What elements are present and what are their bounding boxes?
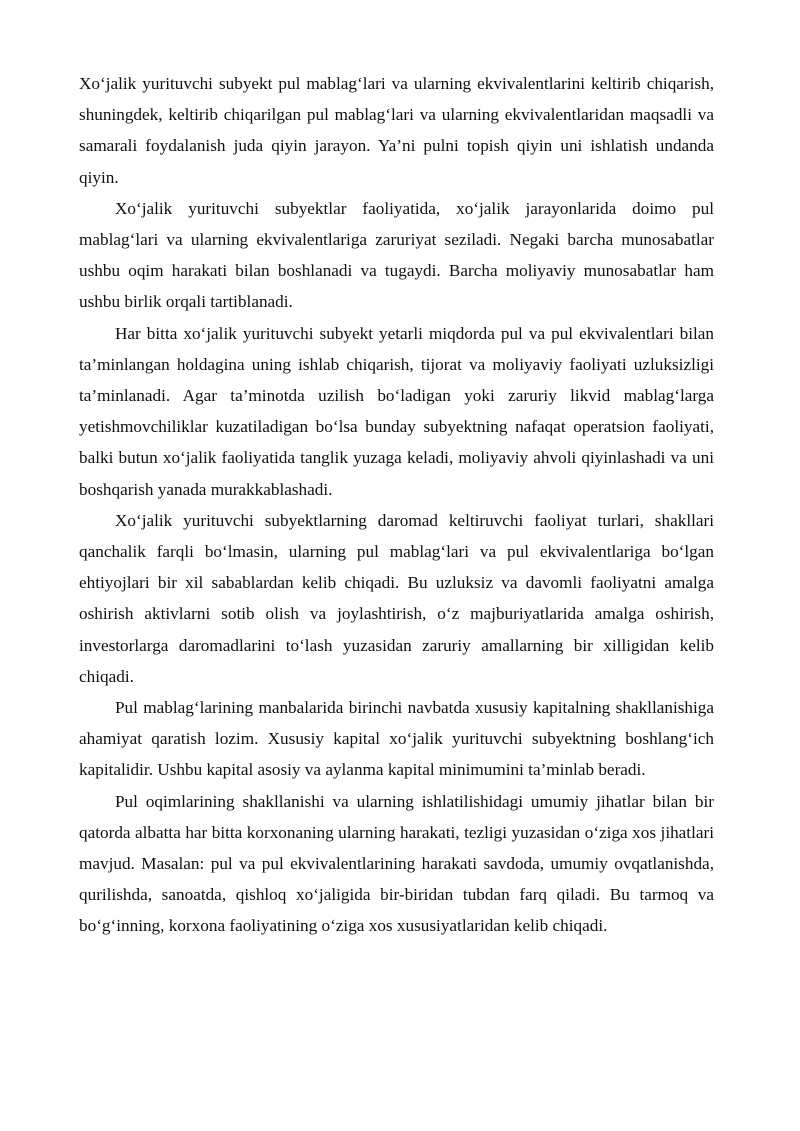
paragraph-1: Xo‘jalik yurituvchi subyekt pul mablag‘lari va ularning ekvivalentlarini keltirib chiqarish, shuningdek, keltirib chiqarilgan pul mablag‘lari va ularning ekvivalentlaridan maqsadli va samarali foydalanish juda qiyin jarayon. Ya’ni pulni topish qiyin uni ishlatish undanda qiyin. — [79, 74, 714, 187]
paragraph-3: Har bitta xo‘jalik yurituvchi subyekt yetarli miqdorda pul va pul ekvivalentlari bilan ta’minlangan holdagina uning ishlab chiqarish, tijorat va moliyaviy faoliyati uzluksizligi ta’minlanadi. Agar ta’minotda uzilish bo‘ladigan yoki zaruriy likvid mablag‘larga yetishmovchiliklar kuzatiladigan bo‘lsa bunday subyektning nafaqat operatsion faoliyati, balki butun xo‘jalik faoliyatida tanglik yuzaga keladi, moliyaviy ahvoli qiyinlashadi va uni boshqarish yanada murakkablashadi. — [79, 323, 714, 499]
document-page — [79, 68, 714, 942]
paragraph-4: Xo‘jalik yurituvchi subyektlarning daromad keltiruvchi faoliyat turlari, shakllari qanchalik farqli bo‘lmasin, ularning pul mablag‘lari va pul ekvivalentlariga bo‘lgan ehtiyojlari bir xil sabablardan kelib chiqadi. Bu uzluksiz va davomli faoliyatni amalga oshirish aktivlarni sotib olish va joylashtirish, o‘z majburiyatlarida amalga oshirish, investorlarga daromadlarini to‘lash yuzasidan zaruriy amallarning bir xilligidan kelib chiqadi. — [79, 510, 714, 686]
paragraph-2: Xo‘jalik yurituvchi subyektlar faoliyatida, xo‘jalik jarayonlarida doimo pul mablag‘lari va ularning ekvivalentlariga zaruriyat seziladi. Negaki barcha munosabatlar ushbu oqim harakati bilan boshlanadi va tugaydi. Barcha moliyaviy munosabatlar ham ushbu birlik orqali tartiblanadi. — [79, 198, 714, 312]
paragraph-6: Pul oqimlarining shakllanishi va ularning ishlatilishidagi umumiy jihatlar bilan bir qatorda albatta har bitta korxonaning ularning harakati, tezligi yuzasidan o‘ziga xos jihatlari mavjud. Masalan: pul va pul ekvivalentlarining harakati savdoda, umumiy ovqatlanishda, qurilishda, sanoatda, qishloq xo‘jaligida bir-biridan tubdan farq qiladi. Bu tarmoq va bo‘g‘inning, korxona faoliyatining o‘ziga xos xususiyatlaridan kelib chiqadi. — [79, 791, 714, 936]
paragraph-5: Pul mablag‘larining manbalarida birinchi navbatda xususiy kapitalning shakllanishiga ahamiyat qaratish lozim. Xususiy kapital xo‘jalik yurituvchi subyektning boshlang‘ich kapitalidir. Ushbu kapital asosiy va aylanma kapital minimumini ta’minlab beradi. — [79, 698, 714, 780]
